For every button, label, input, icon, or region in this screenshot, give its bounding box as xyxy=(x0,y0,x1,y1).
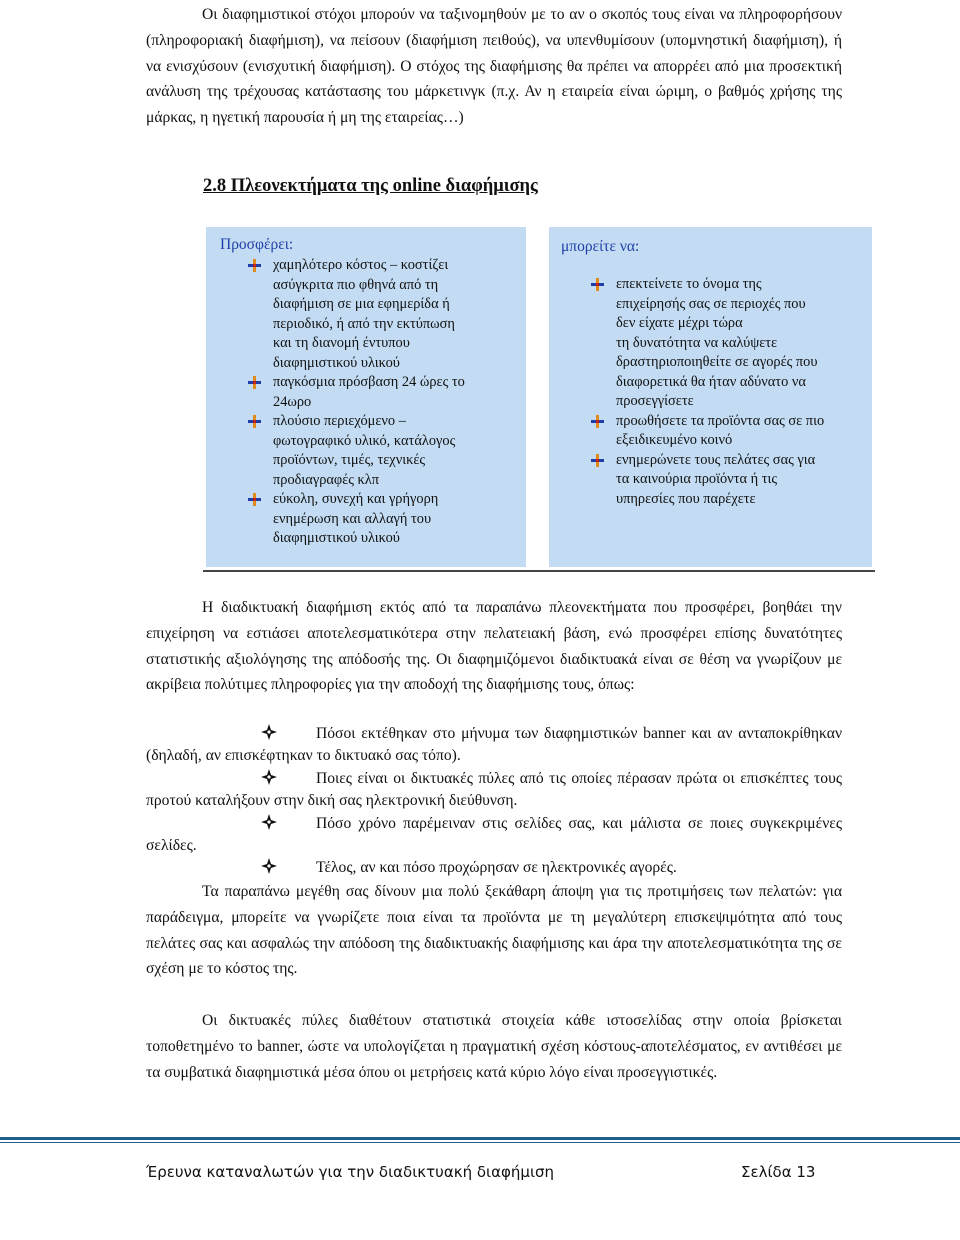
figure-list-line: φωτογραφικό υλικό, κατάλογος xyxy=(273,432,456,449)
figure-list-line: παγκόσμια πρόσβαση 24 ώρες το xyxy=(273,374,465,390)
figure-underline xyxy=(203,570,875,572)
figure-list-item xyxy=(616,451,824,510)
bullet-icon xyxy=(248,415,261,428)
metrics-bullet-text: Τέλος, αν και πόσο προχώρησαν σε ηλεκτρονικές αγορές. xyxy=(316,859,677,877)
bullet-icon xyxy=(248,259,261,272)
footer-rule xyxy=(0,1137,960,1140)
figure-list-line: προσεγγίσετε xyxy=(616,393,694,409)
metrics-bullet-item xyxy=(146,813,842,858)
offers-box xyxy=(206,227,526,567)
figure-list-line: περιοδικό, ή από την εκτύπωση xyxy=(273,315,455,332)
figure-list-item xyxy=(273,490,465,549)
body-paragraph-3: Οι δικτυακές πύλες διαθέτουν στατιστικά στοιχεία κάθε ιστοσελίδας στην οποία βρίσκεται τοποθετημένο το banner, ώστε να υπολογίζεται η πραγματική σχέση κόστους-αποτελέσματος, εν αντιθέσει με τα συμβατικά διαφημιστικά μέσα όπου οι μετρήσεις κατά κύριο λόγο είναι προσεγγιστικές. xyxy=(146,1012,842,1081)
footer-title: Έρευνα καταναλωτών για την διαδικτυακή διαφήμιση xyxy=(146,1163,555,1181)
figure-list-line: τη δυνατότητα να καλύψετε xyxy=(616,334,778,351)
figure-list-line: ενημέρωση και αλλαγή του xyxy=(273,510,432,527)
bullet-icon xyxy=(248,493,261,506)
figure-list-line: προϊόντων, τιμές, τεχνικές xyxy=(273,452,426,468)
bullet-icon xyxy=(248,376,261,389)
figure-list-item xyxy=(616,412,824,451)
metrics-bullet-text: Πόσο χρόνο παρέμειναν στις σελίδες σας, και μάλιστα σε ποιες συγκεκριμένες σελίδες. xyxy=(146,814,842,855)
footer-page-number: Σελίδα 13 xyxy=(741,1163,816,1181)
figure-list-line: και τη διανομή έντυπου xyxy=(273,335,410,351)
you-can-title: μπορείτε να: xyxy=(561,238,640,255)
figure-list-line: επιχείρησής σας σε περιοχές που xyxy=(616,295,806,312)
you-can-list xyxy=(616,275,824,509)
body-paragraph-1: Η διαδικτυακή διαφήμιση εκτός από τα παραπάνω πλεονεκτήματα που προσφέρει, βοηθάει την επιχείρηση να εστιάσει αποτελεσματικότερα στην πελατειακή βάση, ενώ προσφέρει επίσης δυνατότητες στατιστικής αξιολόγησης της απόδοσής της. Οι διαφημιζόμενοι διαδικτυακά είναι σε θέση να γνωρίζουν με ακρίβεια πολύτιμες πληροφορίες για την αποδοχή της διαφήμισης τους, όπως: xyxy=(146,599,842,694)
bullet-icon xyxy=(591,454,604,467)
figure-list-line: χαμηλότερο κόστος – κοστίζει xyxy=(273,257,449,273)
figure-list-line: υπηρεσίες που παρέχετε xyxy=(616,490,756,507)
figure-list-line: προδιαγραφές κλπ xyxy=(273,471,380,488)
section-heading: 2.8 Πλεονεκτήματα της online διαφήμισης xyxy=(203,176,538,196)
diamond-bullet-icon xyxy=(261,814,277,830)
diamond-bullet-icon xyxy=(261,769,277,785)
figure-list-line: διαφήμιση σε μια εφημερίδα ή xyxy=(273,296,450,312)
figure-list-line: διαφημιστικού υλικού xyxy=(273,530,400,546)
metrics-bullet-item xyxy=(146,723,842,768)
figure-list-item xyxy=(273,412,465,490)
figure-list-line: εύκολη, συνεχή και γρήγορη xyxy=(273,491,439,507)
figure-list-line: διαφημιστικού υλικού xyxy=(273,354,400,371)
figure-list-line: πλούσιο περιεχόμενο – xyxy=(273,413,406,429)
metrics-bullet-text: Ποιες είναι οι δικτυακές πύλες από τις οποίες πέρασαν πρώτα οι επισκέπτες τους προτού καταλήξουν στην δική σας ηλεκτρονική διεύθυνση. xyxy=(146,769,842,810)
bullet-icon xyxy=(591,278,604,291)
figure-list-line: δραστηριοποιηθείτε σε αγορές που xyxy=(616,354,818,370)
figure-list-line: εξειδικευμένο κοινό xyxy=(616,432,733,448)
advantages-figure xyxy=(203,224,875,574)
body-paragraph-2: Τα παραπάνω μεγέθη σας δίνουν μια πολύ ξεκάθαρη άποψη για τις προτιμήσεις των πελατών: για παράδειγμα, μπορείτε να γνωρίζετε ποια είναι τα προϊόντα με τη μεγαλύτερη επισκεψιμότητα από τους πελάτες σας και ασφαλώς την απόδοση της διαδικτυακής διαφήμισης και άρα την αποτελεσματικότητα της σε σχέση με το κόστος της. xyxy=(146,883,842,978)
bullet-icon xyxy=(591,415,604,428)
offers-title: Προσφέρει: xyxy=(220,236,294,253)
metrics-bullet-item xyxy=(146,857,842,879)
figure-list-line: επεκτείνετε το όνομα της xyxy=(616,276,762,292)
metrics-bullet-item xyxy=(146,768,842,813)
metrics-bullet-text: Πόσοι εκτέθηκαν στο μήνυμα των διαφημιστικών banner και αν ανταποκρίθηκαν (δηλαδή, αν επισκέφτηκαν το δικτυακό σας τόπο). xyxy=(146,725,842,765)
intro-paragraph: Οι διαφημιστικοί στόχοι μπορούν να ταξινομηθούν με το αν ο σκοπός τους είναι να πληροφορήσουν (πληροφοριακή διαφήμιση), να πείσουν (διαφήμιση πειθούς), να υπενθυμίσουν (υπομνηστική διαφήμιση), ή να ενισχύσουν (ενισχυτική διαφήμιση). Ο στόχος της διαφήμισης θα πρέπει να απορρέει από μια προσεκτική ανάλυση της τρέχουσας κατάστασης του μάρκετινγκ (π.χ. Αν η εταιρεία είναι ώριμη, ο βαθμός χρήσης της μάρκας, η ηγετική παρουσία ή μη της εταιρείας…) xyxy=(146,6,842,127)
figure-list-line: δεν είχατε μέχρι τώρα xyxy=(616,315,743,331)
footer-rule-thin xyxy=(0,1142,960,1143)
metrics-bullet-list xyxy=(146,723,842,880)
figure-list-line: διαφορετικά θα ήταν αδύνατο να xyxy=(616,373,806,390)
figure-list-line: ασύγκριτα πιο φθηνά από τη xyxy=(273,276,439,293)
figure-list-item xyxy=(273,373,465,412)
figure-list-line: τα καινούρια προϊόντα ή τις xyxy=(616,471,778,487)
offers-list xyxy=(273,256,465,549)
figure-list-line: ενημερώνετε τους πελάτες σας για xyxy=(616,451,816,468)
figure-list-item xyxy=(273,256,465,373)
figure-list-item xyxy=(616,275,824,412)
diamond-bullet-icon xyxy=(261,724,277,740)
figure-list-line: προωθήσετε τα προϊόντα σας σε πιο xyxy=(616,412,825,429)
you-can-box xyxy=(549,227,872,567)
figure-list-line: 24ωρο xyxy=(273,393,312,410)
diamond-bullet-icon xyxy=(261,858,277,874)
